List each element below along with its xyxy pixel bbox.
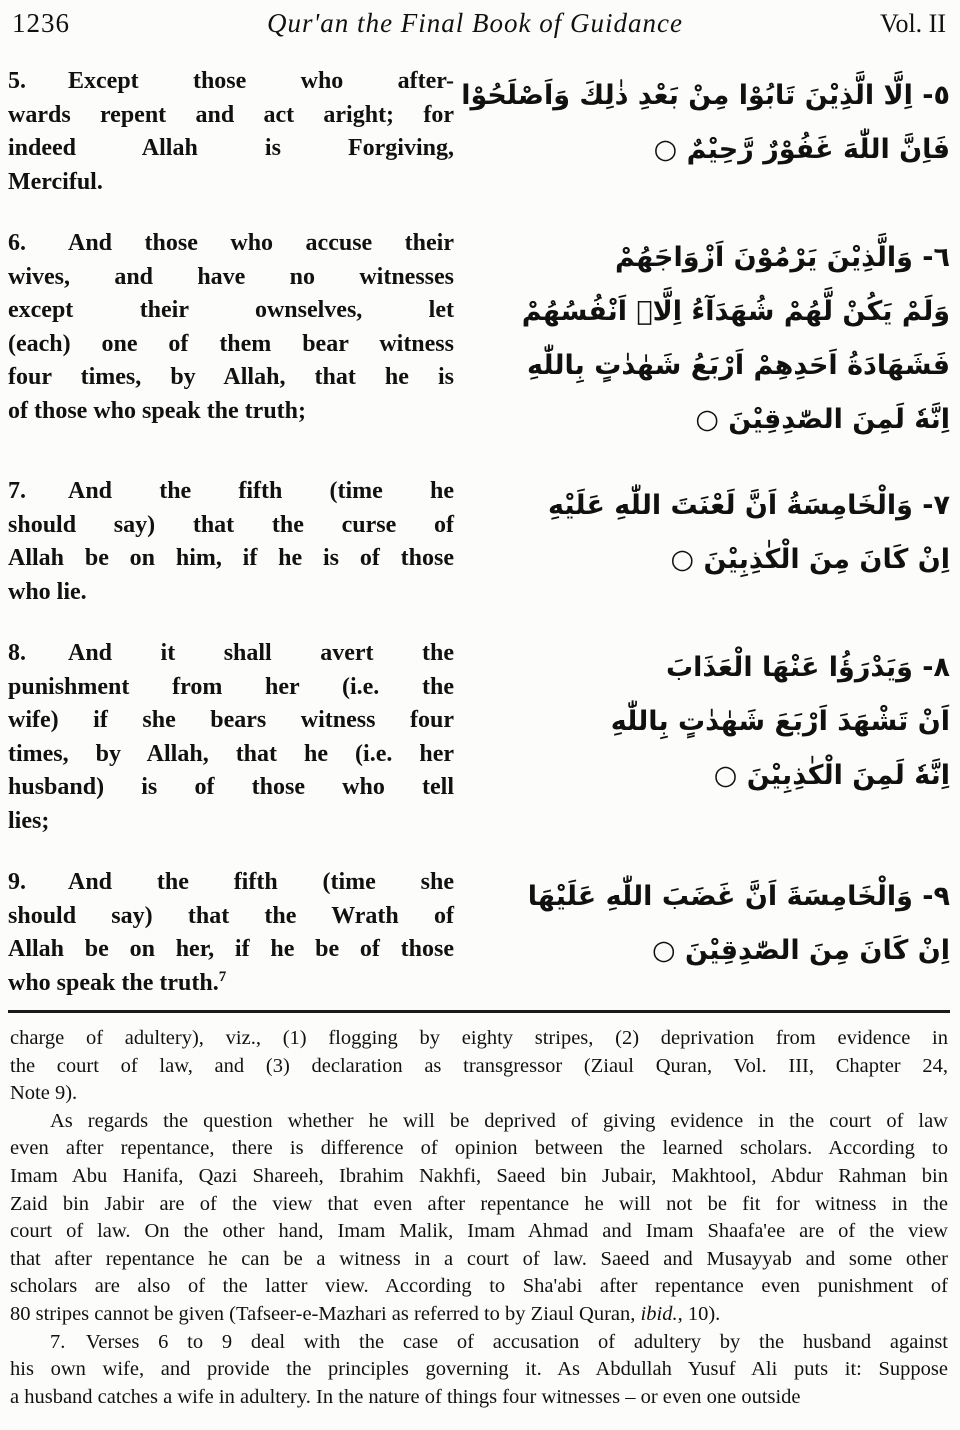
verse-arabic-line: اِنَّهٗ لَمِنَ الصّٰدِقِيْنَ ○ [695,404,950,435]
footnote-line: Imam Abu Hanifa, Qazi Shareeh, Ibrahim Nakhfi, Saeed bin Jubair, Makhtool, Abdur Rahman bin [10,1164,948,1187]
footnote-line: even after repentance, there is difference of opinion between the learned scholars. According to [10,1137,948,1160]
verse-english-line: of those who speak the truth; [8,397,307,424]
footnote-line: his own wife, and provide the principles governing it. As Abdullah Yusuf Ali puts it: Suppose [10,1358,948,1381]
footnote-line: a husband catches a wife in adultery. In the nature of things four witnesses – or even one outside [10,1385,801,1408]
verse-english-line: Allah be on her, if he be of those [8,936,454,962]
verse-arabic-line: ٧- وَالْخَامِسَةُ اَنَّ لَعْنَتَ اللّٰهِ عَلَيْهِ [548,490,950,521]
page-title: Qur'an the Final Book of Guidance [267,8,683,38]
verse-arabic-line: اِنْ كَانَ مِنَ الصّٰدِقِيْنَ ○ [652,935,950,966]
verse-arabic-line: اَنْ تَشْهَدَ اَرْبَعَ شَهٰدٰتٍ بِاللّٰهِ [610,706,950,737]
verse-english-line: who speak the truth.$^7$ [8,968,227,996]
verse-english-line: wards repent and act aright; for [8,101,454,128]
verse-english-line: husband) is of those who tell [8,774,454,800]
verse-arabic-line: اِنَّهٗ لَمِنَ الْكٰذِبِيْنَ ○ [713,760,950,791]
verse-english-line: 5. Except those who after- [8,65,454,99]
verse-english-line: 8. And it shall avert the [8,637,454,671]
verse-english [8,866,454,1000]
verse-english-line: should say) that the curse of [8,511,454,538]
verse-english-line: (each) one of them bear witness [8,330,454,357]
verse-row [8,637,950,838]
footnote-paragraph [10,1329,948,1412]
footnote-paragraph [10,1108,948,1329]
footnote-line: Note 9). [10,1082,78,1105]
footnotes-section [8,1025,950,1411]
volume-label: Vol. II [880,9,946,38]
verse-arabic-line: ٦- وَالَّذِيْنَ يَرْمُوْنَ اَزْوَاجَهُمْ [614,242,950,273]
footnote-line: charge of adultery), viz., (1) flogging by eighty stripes, (2) deprivation from evidence in [10,1027,948,1049]
verse-english-line: indeed Allah is Forgiving, [8,135,454,161]
verses-section [8,65,950,1000]
footnote-line: the court of law, and (3) declaration as transgressor (Ziaul Quran, Vol. III, Chapter 24, [10,1054,948,1077]
verse-english-line: wife) if she bears witness four [8,707,454,733]
verse-english-line: Merciful. [8,168,103,195]
verse-english [8,475,454,609]
verse-english [8,65,454,199]
footnote-line: Zaid bin Jabir are of the view that even after repentance he will not be fit for witness in the [10,1192,948,1215]
verse-arabic-line: وَلَمْ يَكُنْ لَّهُمْ شُهَدَآءُ اِلَّاۤ اَنْفُسُهُمْ [521,296,950,327]
verse-english-line: wives, and have no witnesses [8,263,454,290]
footnote-paragraph [10,1025,948,1108]
verse-english-line: times, by Allah, that he (i.e. her [8,740,454,767]
verse-english-line: 9. And the fifth (time she [8,866,454,900]
verse-english-line: except their ownselves, let [8,297,454,323]
verse-arabic-line: فَشَهَادَةُ اَحَدِهِمْ اَرْبَعُ شَهٰدٰتٍ بِاللّٰهِ [526,350,950,381]
verse-number: 6. [8,230,26,256]
verse-english [8,227,454,447]
verse-arabic-line: اِنْ كَانَ مِنَ الْكٰذِبِيْنَ ○ [670,544,950,575]
verse-number: 9. [8,869,26,895]
verse-arabic-line: فَاِنَّ اللّٰهَ غَفُوْرٌ رَّحِيْمٌ ○ [653,134,950,165]
footnote-divider [8,1010,950,1013]
verse-arabic-line: ٨- وَيَدْرَؤُا عَنْهَا الْعَذَابَ [665,652,950,683]
verse-arabic [478,637,950,838]
page-number: 1236 [12,8,70,38]
verse-arabic [478,227,950,447]
footnote-reference: 7 [218,968,227,985]
footnote-line: As regards the question whether he will be deprived of giving evidence in the court of law [50,1109,948,1132]
verse-number: 8. [8,640,26,666]
footnote-line: scholars are also of the latter view. According to Sha'abi after repentance even punishment of [10,1275,948,1298]
footnote-line: court of law. On the other hand, Imam Malik, Imam Ahmad and Imam Shaafa'ee are of the view [10,1220,948,1243]
verse-english [8,637,454,838]
footnote-line: that after repentance he can be a witness in a court of law. Saeed and Musayyab and some other [10,1247,948,1270]
verse-arabic [461,65,950,199]
verse-number: 7. [8,478,26,504]
verse-row [8,866,950,1000]
verse-english-line: lies; [8,807,50,834]
verse-number: 5. [8,68,26,94]
verse-arabic-line: ٩- وَالْخَامِسَةَ اَنَّ غَضَبَ اللّٰهِ عَلَيْهَا [527,881,950,912]
verse-row [8,65,950,199]
verse-english-line: 7. And the fifth (time he [8,475,454,509]
verse-row [8,475,950,609]
verse-english-line: should say) that the Wrath of [8,902,454,929]
verse-english-line: 6. And those who accuse their [8,227,454,261]
verse-english-line: punishment from her (i.e. the [8,673,454,700]
verse-arabic [478,866,950,1000]
verse-english-line: who lie. [8,578,87,605]
verse-row [8,227,950,447]
footnote-line: 80 stripes cannot be given (Tafseer-e-Mazhari as referred to by Ziaul Quran, ibid., 10). [10,1302,721,1325]
page-header [8,8,950,39]
verse-arabic-line: ٥- اِلَّا الَّذِيْنَ تَابُوْا مِنْ بَعْدِ ذٰلِكَ وَاَصْلَحُوْا [461,80,950,111]
verse-english-line: four times, by Allah, that he is [8,364,454,390]
verse-arabic [478,475,950,609]
footnote-line: 7. Verses 6 to 9 deal with the case of accusation of adultery by the husband against [50,1330,948,1353]
verse-english-line: Allah be on him, if he is of those [8,545,454,571]
